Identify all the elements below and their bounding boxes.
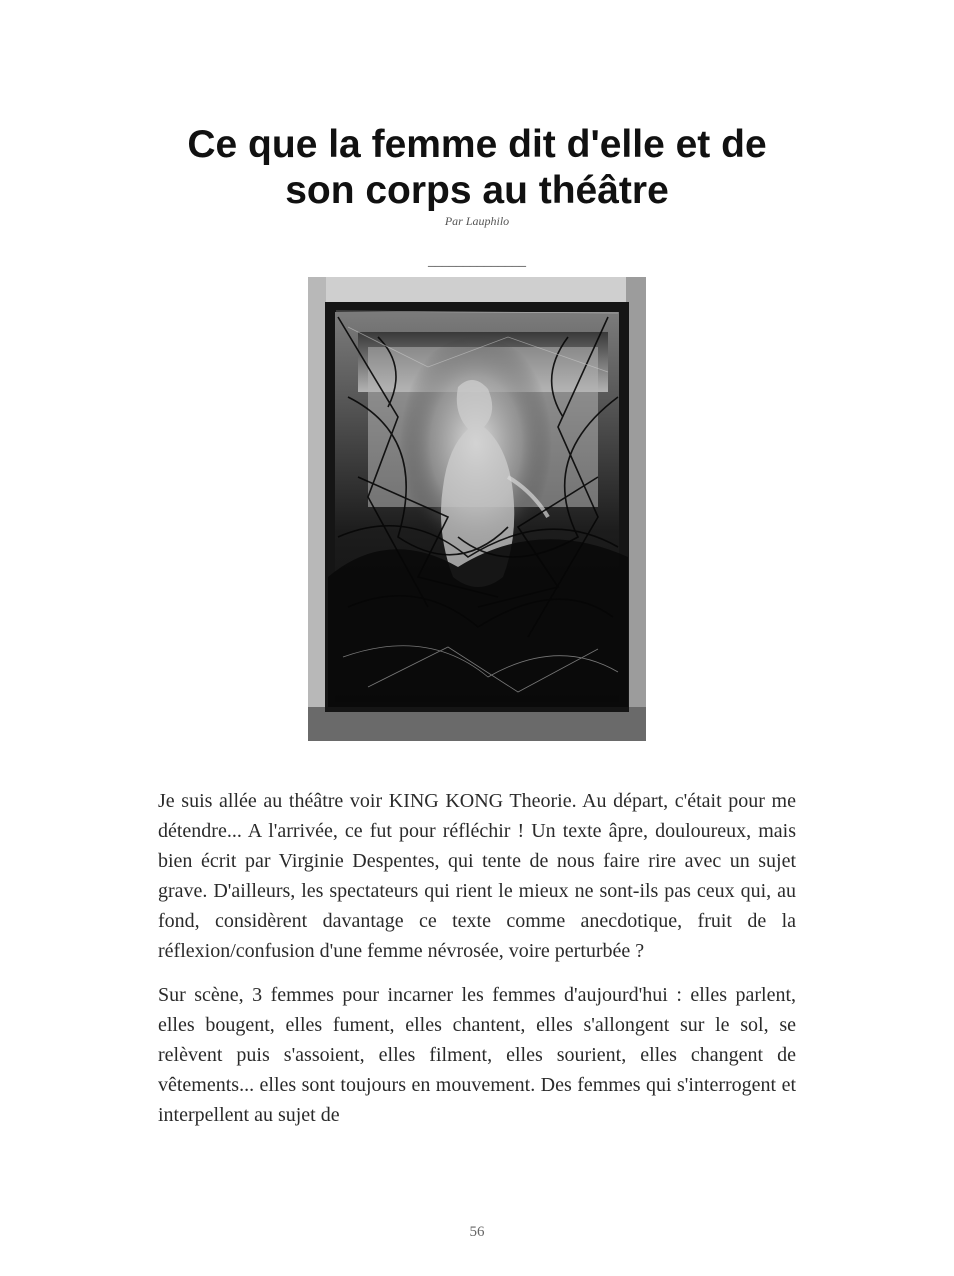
paragraph-2: Sur scène, 3 femmes pour incarner les femmes d'aujourd'hui : elles parlent, elles bougent, elles fument, elles chantent, elles s'allongent sur le sol, se relèvent puis s'assoient, elles filment, elles sourient, elles changent de vêtements... elles sont toujours en mouvement. Des femmes qui s'interrogent et interpellent au sujet de <box>158 984 796 1126</box>
page-number: 56 <box>469 1224 485 1240</box>
title-line-1: Ce que la femme dit d'elle et de <box>187 123 767 166</box>
artwork-image <box>308 277 646 741</box>
article-body <box>158 786 796 1144</box>
paragraph-1: Je suis allée au théâtre voir KING KONG Theorie. Au départ, c'était pour me détendre... A l'arrivée, ce fut pour réfléchir ! Un texte âpre, douloureux, mais bien écrit par Virginie Despentes, qui tente de nous faire rire avec un sujet grave. D'ailleurs, les spectateurs qui rient le mieux ne sont-ils pas ceux qui, au fond, considèrent davantage ce texte comme anecdotique, fruit de la réflexion/confusion d'une femme névrosée, voire perturbée ? <box>158 790 796 962</box>
author-byline: Par Lauphilo <box>444 214 510 228</box>
article-title <box>120 122 834 214</box>
separator-line: ______________ <box>428 254 526 269</box>
title-line-2: son corps au théâtre <box>285 169 669 212</box>
